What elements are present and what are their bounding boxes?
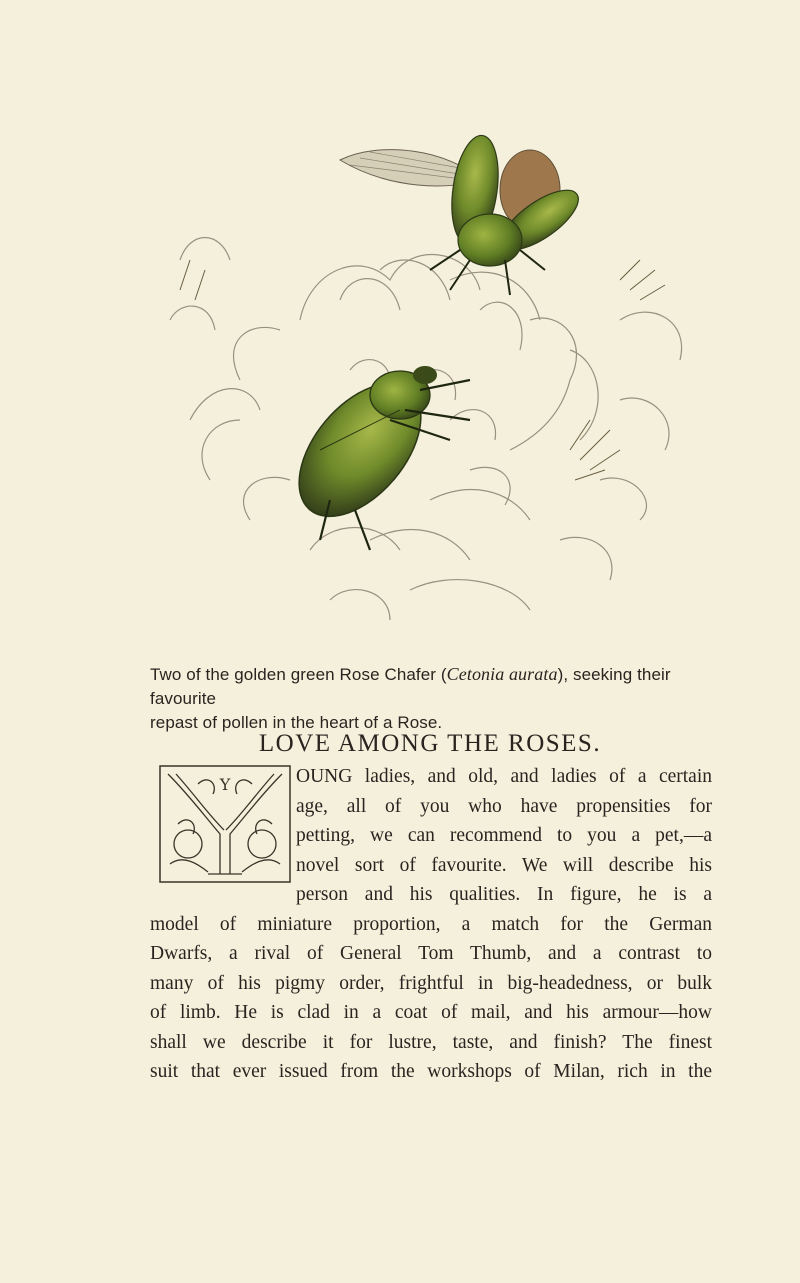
rose-petals [170,238,682,621]
caption-line1: Two of the golden green Rose Chafer ( [150,665,447,684]
illustration-plate [150,120,720,650]
body-line: Dwarfs, a rival of General Tom Thumb, and a contrast to [150,943,712,964]
body-line: OUNG ladies, and old, and ladies of a certain [296,766,712,787]
body-line: petting, we can recommend to you a pet,—a [296,825,712,846]
body-line: shall we describe it for lustre, taste, and finish? The finest [150,1031,712,1053]
body-line: model of miniature proportion, a match for the German [150,913,712,935]
body-text [150,762,712,1087]
body-line: person and his qualities. In figure, he is a [296,884,712,905]
body-line: suit that ever issued from the workshops of Milan, rich in the [150,1061,712,1082]
lower-beetle [275,361,470,550]
caption-line1-end: ), seeking their favourite [150,665,671,708]
caption-species: Cetonia aurata [446,664,558,684]
body-line: of limb. He is clad in a coat of mail, and his armour—how [150,1002,712,1023]
initial-letter: Y [219,775,231,794]
rose-chafer-illustration [150,120,720,650]
body-line: many of his pigmy order, frightful in big-headedness, or bulk [150,972,712,994]
chapter-heading: LOVE AMONG THE ROSES. [258,730,602,757]
plate-caption [150,662,722,735]
body-line: novel sort of favourite. We will describe his [296,854,712,876]
body-line: age, all of you who have propensities for [296,795,712,817]
caption-line2: repast of pollen in the heart of a Rose. [150,713,443,732]
